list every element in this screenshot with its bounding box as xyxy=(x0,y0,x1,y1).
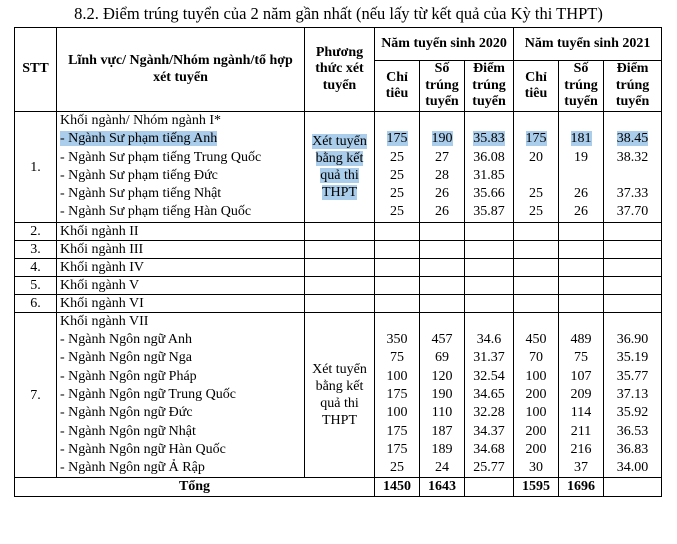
total-row xyxy=(15,478,662,497)
major-name: - Ngành Sư phạm tiếng Anh xyxy=(60,131,218,147)
header-admitted-2021: Số trúng tuyển xyxy=(559,61,604,112)
header-admitted-2020: Số trúng tuyển xyxy=(420,61,465,112)
major-name: - Ngành Ngôn ngữ Pháp xyxy=(60,368,197,384)
group-title: Khối ngành VI xyxy=(57,294,305,312)
score-2021-col: 38.45 38.32 37.33 37.70 xyxy=(604,112,662,223)
group-stt: 2. xyxy=(15,222,57,240)
group-stt: 1. xyxy=(15,112,57,223)
admission-scores-table xyxy=(14,27,662,497)
group-title: Khối ngành IV xyxy=(57,258,305,276)
score-2020-col: 35.83 36.08 31.85 35.66 35.87 xyxy=(465,112,514,223)
quota-2020-col: 350 75 100 175 100 175 175 25 xyxy=(375,312,420,478)
total-score-2020 xyxy=(465,478,514,497)
header-quota-2020: Chỉ tiêu xyxy=(375,61,420,112)
admission-method: Xét tuyển bằng kết quả thi THPT xyxy=(305,112,375,223)
major-name: - Ngành Sư phạm tiếng Nhật xyxy=(60,186,222,202)
admitted-2021-col: 489 75 107 209 114 211 216 37 xyxy=(559,312,604,478)
group-row-7 xyxy=(15,312,662,478)
group-majors xyxy=(57,312,305,478)
total-label: Tổng xyxy=(15,478,375,497)
header-field: Lĩnh vực/ Ngành/Nhóm ngành/tổ hợp xét tuyển xyxy=(57,28,305,112)
major-name: - Ngành Ngôn ngữ Hàn Quốc xyxy=(60,441,226,457)
admitted-2020-col: 190 27 28 26 26 xyxy=(420,112,465,223)
major-name: - Ngành Ngôn ngữ Đức xyxy=(60,405,193,421)
quota-2021-col: 175 20 25 25 xyxy=(514,112,559,223)
header-score-2020: Điểm trúng tuyển xyxy=(465,61,514,112)
major-name: - Ngành Ngôn ngữ Nga xyxy=(60,350,193,366)
group-title: Khối ngành III xyxy=(57,240,305,258)
admitted-2021-col: 181 19 26 26 xyxy=(559,112,604,223)
admitted-2020-col: 457 69 120 190 110 187 189 24 xyxy=(420,312,465,478)
header-year-2020: Năm tuyển sinh 2020 xyxy=(375,28,514,61)
group-stt: 5. xyxy=(15,276,57,294)
group-row-6 xyxy=(15,294,662,312)
major-name: - Ngành Sư phạm tiếng Đức xyxy=(60,167,218,183)
group-row-3 xyxy=(15,240,662,258)
major-name: - Ngành Ngôn ngữ Trung Quốc xyxy=(60,386,236,402)
total-score-2021 xyxy=(604,478,662,497)
major-name: - Ngành Sư phạm tiếng Trung Quốc xyxy=(60,149,262,165)
total-admitted-2021: 1696 xyxy=(559,478,604,497)
quota-2021-col: 450 70 100 200 100 200 200 30 xyxy=(514,312,559,478)
group-row-5 xyxy=(15,276,662,294)
major-name: - Ngành Ngôn ngữ Anh xyxy=(60,332,193,348)
header-score-2021: Điểm trúng tuyển xyxy=(604,61,662,112)
group-row-4 xyxy=(15,258,662,276)
group-row-1 xyxy=(15,112,662,223)
section-title: 8.2. Điểm trúng tuyển của 2 năm gần nhất (nếu lấy từ kết quả của Kỳ thi THPT) xyxy=(74,4,603,23)
header-year-2021: Năm tuyển sinh 2021 xyxy=(514,28,662,61)
group-title: Khối ngành/ Nhóm ngành I* xyxy=(60,113,221,128)
group-title: Khối ngành VII xyxy=(60,313,149,329)
group-title: Khối ngành II xyxy=(57,222,305,240)
total-quota-2021: 1595 xyxy=(514,478,559,497)
major-name: - Ngành Sư phạm tiếng Hàn Quốc xyxy=(60,204,252,220)
score-2020-col: 34.6 31.37 32.54 34.65 32.28 34.37 34.68 25.77 xyxy=(465,312,514,478)
group-stt: 4. xyxy=(15,258,57,276)
score-2021-col: 36.90 35.19 35.77 37.13 35.92 36.53 36.83 34.00 xyxy=(604,312,662,478)
group-majors xyxy=(57,112,305,223)
group-stt: 7. xyxy=(15,312,57,478)
group-stt: 3. xyxy=(15,240,57,258)
major-name: - Ngành Ngôn ngữ Ả Rập xyxy=(60,460,205,476)
group-stt: 6. xyxy=(15,294,57,312)
group-title: Khối ngành V xyxy=(57,276,305,294)
group-row-2 xyxy=(15,222,662,240)
header-method: Phương thức xét tuyển xyxy=(305,28,375,112)
header-stt: STT xyxy=(15,28,57,112)
header-quota-2021: Chỉ tiêu xyxy=(514,61,559,112)
total-admitted-2020: 1643 xyxy=(420,478,465,497)
major-name: - Ngành Ngôn ngữ Nhật xyxy=(60,423,196,439)
admission-method: Xét tuyển bằng kết quả thi THPT xyxy=(305,312,375,478)
total-quota-2020: 1450 xyxy=(375,478,420,497)
quota-2020-col: 175 25 25 25 25 xyxy=(375,112,420,223)
